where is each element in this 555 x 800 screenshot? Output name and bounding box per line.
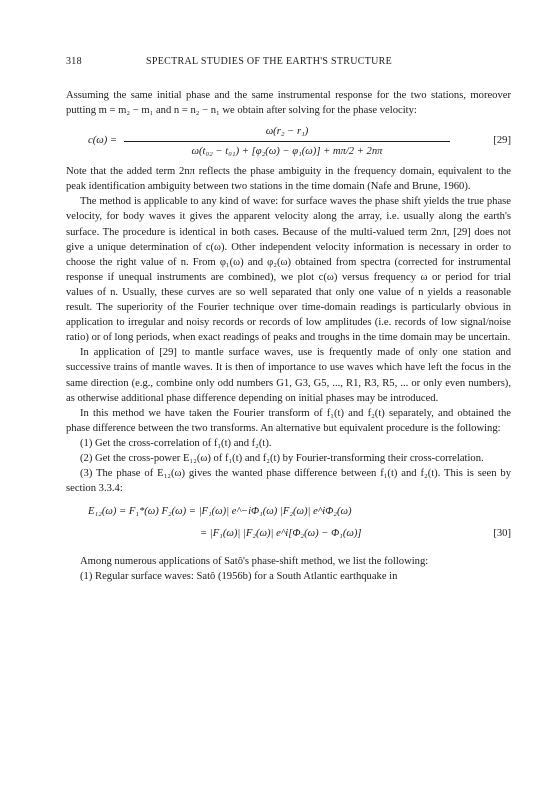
paragraph-2: Note that the added term 2nπ reflects the phase ambiguity in the frequency domain, equivalent to the peak identification ambiguity between two stations in the time domain (Nafe and Brune, 1960).	[66, 166, 511, 193]
running-title: SPECTRAL STUDIES OF THE EARTH'S STRUCTURE	[146, 56, 393, 67]
page-number: 318	[66, 56, 82, 67]
paragraph-1: Assuming the same initial phase and the same instrumental response for the two stations, moreover putting m = m₂ − m₁ and n = n₂ − n₁ we obtain after solving for the phase velocity:	[66, 90, 511, 117]
paragraph-6: (1) Get the cross-correlation of f₁(t) and f₂(t).	[80, 437, 272, 449]
equation-30-line-2: = |F₁(ω)| |F₂(ω)| e^i[Φ₂(ω) − Φ₁(ω)]	[200, 528, 362, 540]
equation-29-fraction	[124, 124, 450, 159]
paragraph-4: In application of [29] to mantle surface waves, use is frequently made of only one station and successive trains of mantle waves. It is then of importance to use waves which have left the focus in the same direction (e.g., combine only odd numbers G1, G3, G5, ..., R1, R3, R5, ... or only even numbers), as otherwise additional phase difference depending on initial phases may be introduced.	[66, 347, 511, 404]
paragraph-5: In this method we have taken the Fourier transform of f₁(t) and f₂(t) separately, and obtained the phase difference between the two transforms. An alternative but equivalent procedure is the following:	[66, 407, 511, 434]
paragraph-3: The method is applicable to any kind of wave: for surface waves the phase shift yields the true phase velocity, for body waves it gives the apparent velocity along the array, i.e. usually along the earth's surface. The procedure is identical in both cases. Because of the multi-valued term 2nπ, [29] does not give a unique determination of c(ω). Other independent velocity information is necessary in order to choose the right value of n. From φ₁(ω) and φ₂(ω) obtained from spectra (corrected for instrumental response if unequal instruments are combined), we plot c(ω) versus frequency ω or period for trial values of n. Usually, these curves are so well separated that only one value of n yields a reasonable result. The superiority of the Fourier technique over time-domain readings is particularly obvious in application to irregular and noisy records or records of low amplitudes (i.e. records of low signal/noise ratio) or of long periods, when exact readings of peaks and troughs in the time domain may be uncertain.	[66, 196, 511, 344]
paragraph-9: Among numerous applications of Satô's phase-shift method, we list the following:	[80, 556, 429, 568]
equation-30	[66, 502, 511, 548]
equation-29-lhs: c(ω) =	[88, 135, 118, 147]
equation-30-number: [30]	[493, 528, 511, 540]
paragraph-8: (3) The phase of E₁₂(ω) gives the wanted phase difference between f₁(t) and f₂(t). This is seen by section 3.3.4:	[66, 468, 511, 495]
page-header	[66, 56, 511, 67]
page-body	[66, 88, 511, 584]
paragraph-7: (2) Get the cross-power E₁₂(ω) of f₁(t) and f₂(t) by Fourier-transforming their cross-correlation.	[80, 452, 484, 464]
equation-29-number: [29]	[493, 135, 511, 147]
paragraph-10: (1) Regular surface waves: Satô (1956b) for a South Atlantic earthquake in	[80, 571, 398, 583]
equation-29-denominator: ω(t₀₂ − t₀₁) + [φ₂(ω) − φ₁(ω)] + mπ/2 + 2nπ	[191, 146, 383, 158]
equation-30-line-1: E₁₂(ω) = F₁*(ω) F₂(ω) = |F₁(ω)| e^−iΦ₁(ω) |F₂(ω)| e^iΦ₂(ω)	[88, 506, 352, 518]
equation-29-numerator: ω(r₂ − r₁)	[124, 124, 450, 142]
equation-29	[66, 124, 511, 158]
